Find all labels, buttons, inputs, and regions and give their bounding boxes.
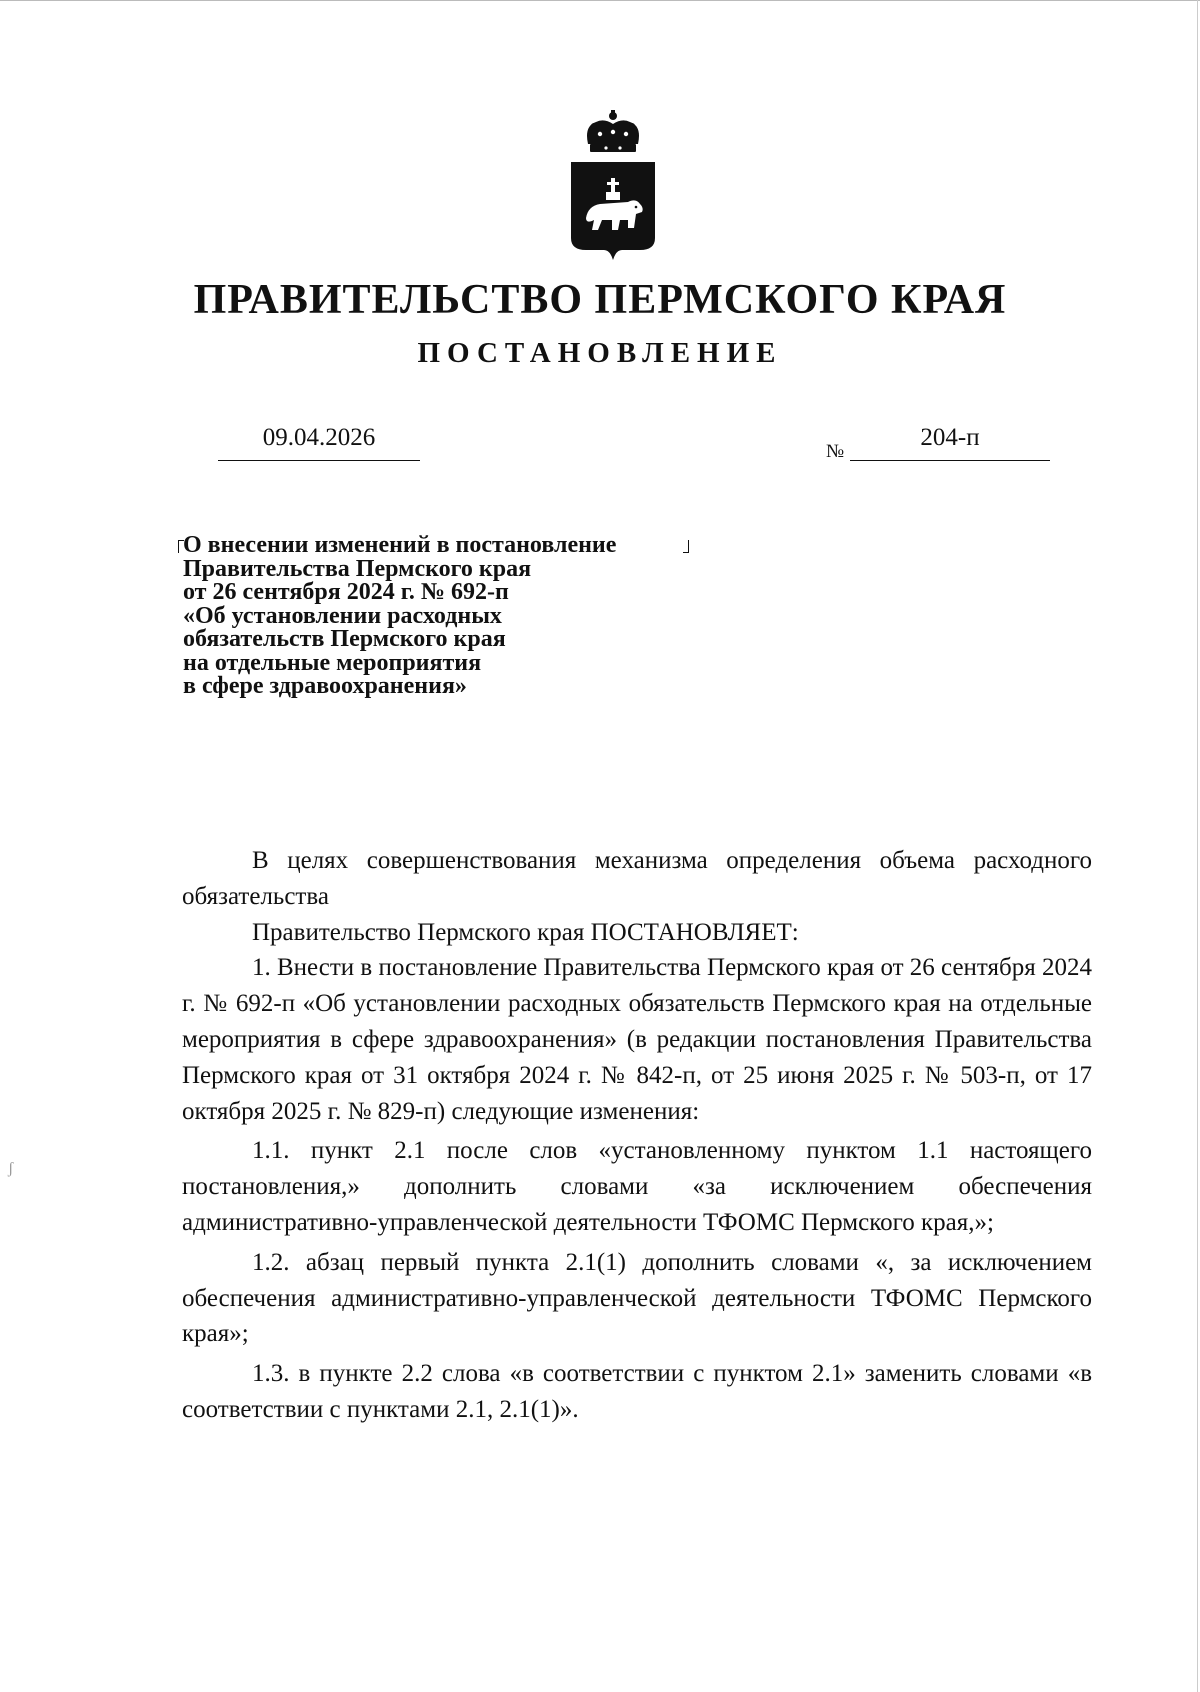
document-date: 09.04.2026 bbox=[262, 424, 376, 451]
number-label: № bbox=[826, 441, 845, 462]
body-paragraph: 1.1. пункт 2.1 после слов «установленному пунктом 1.1 настоящего постановления,» дополнить словами «за исключением обеспечения административно-управленческой деятельности ТФОМС Пермского края,»; bbox=[182, 1137, 1092, 1236]
subject-line: обязательств Пермского края bbox=[183, 626, 506, 652]
subject-line: от 26 сентября 2024 г. № 692-п bbox=[183, 579, 509, 605]
scan-edge bbox=[0, 0, 1200, 1]
subject-line: Правительства Пермского края bbox=[183, 555, 532, 582]
document-number: 204-п bbox=[920, 424, 980, 451]
body-paragraph: 1. Внести в постановление Правительства Пермского края от 26 сентября 2024 г. № 692-п «Об установлении расходных обязательств Пермского края на отдельные мероприятия в сфере здравоохранения» (в редакции постановления Правительства Пермского края от 31 октября 2024 г. № 842-п, от 25 июня 2025 г. № 503-п, от 17 октября 2025 г. № 829-п) следующие изменения: bbox=[182, 954, 1092, 1125]
coat-of-arms-icon bbox=[570, 110, 656, 262]
subject-line: «Об установлении расходных bbox=[183, 602, 502, 629]
body-paragraph: Правительство Пермского края ПОСТАНОВЛЯЕТ: bbox=[252, 918, 799, 946]
subject-line: О внесении изменений в постановление bbox=[183, 532, 617, 558]
document-subject bbox=[183, 534, 703, 699]
scan-edge bbox=[1197, 0, 1198, 1692]
document-body bbox=[182, 843, 1092, 1428]
body-paragraph: В целях совершенствования механизма определения объема расходного обязательства bbox=[182, 847, 1092, 910]
government-title: ПРАВИТЕЛЬСТВО ПЕРМСКОГО КРАЯ bbox=[193, 277, 1007, 323]
subject-line: в сфере здравоохранения» bbox=[183, 673, 467, 699]
body-paragraph: 1.2. абзац первый пункта 2.1(1) дополнить словами «, за исключением обеспечения административно-управленческой деятельности ТФОМС Пермского края»; bbox=[182, 1248, 1092, 1348]
date-underline bbox=[218, 460, 420, 461]
body-paragraph: 1.3. в пункте 2.2 слова «в соответствии с пунктом 2.1» заменить словами «в соответствии с пунктами 2.1, 2.1(1)». bbox=[182, 1360, 1092, 1423]
subject-line: на отдельные мероприятия bbox=[183, 649, 482, 676]
number-underline bbox=[850, 460, 1050, 461]
margin-mark: ʃ bbox=[8, 1160, 14, 1177]
document-type: ПОСТАНОВЛЕНИЕ bbox=[417, 337, 783, 369]
